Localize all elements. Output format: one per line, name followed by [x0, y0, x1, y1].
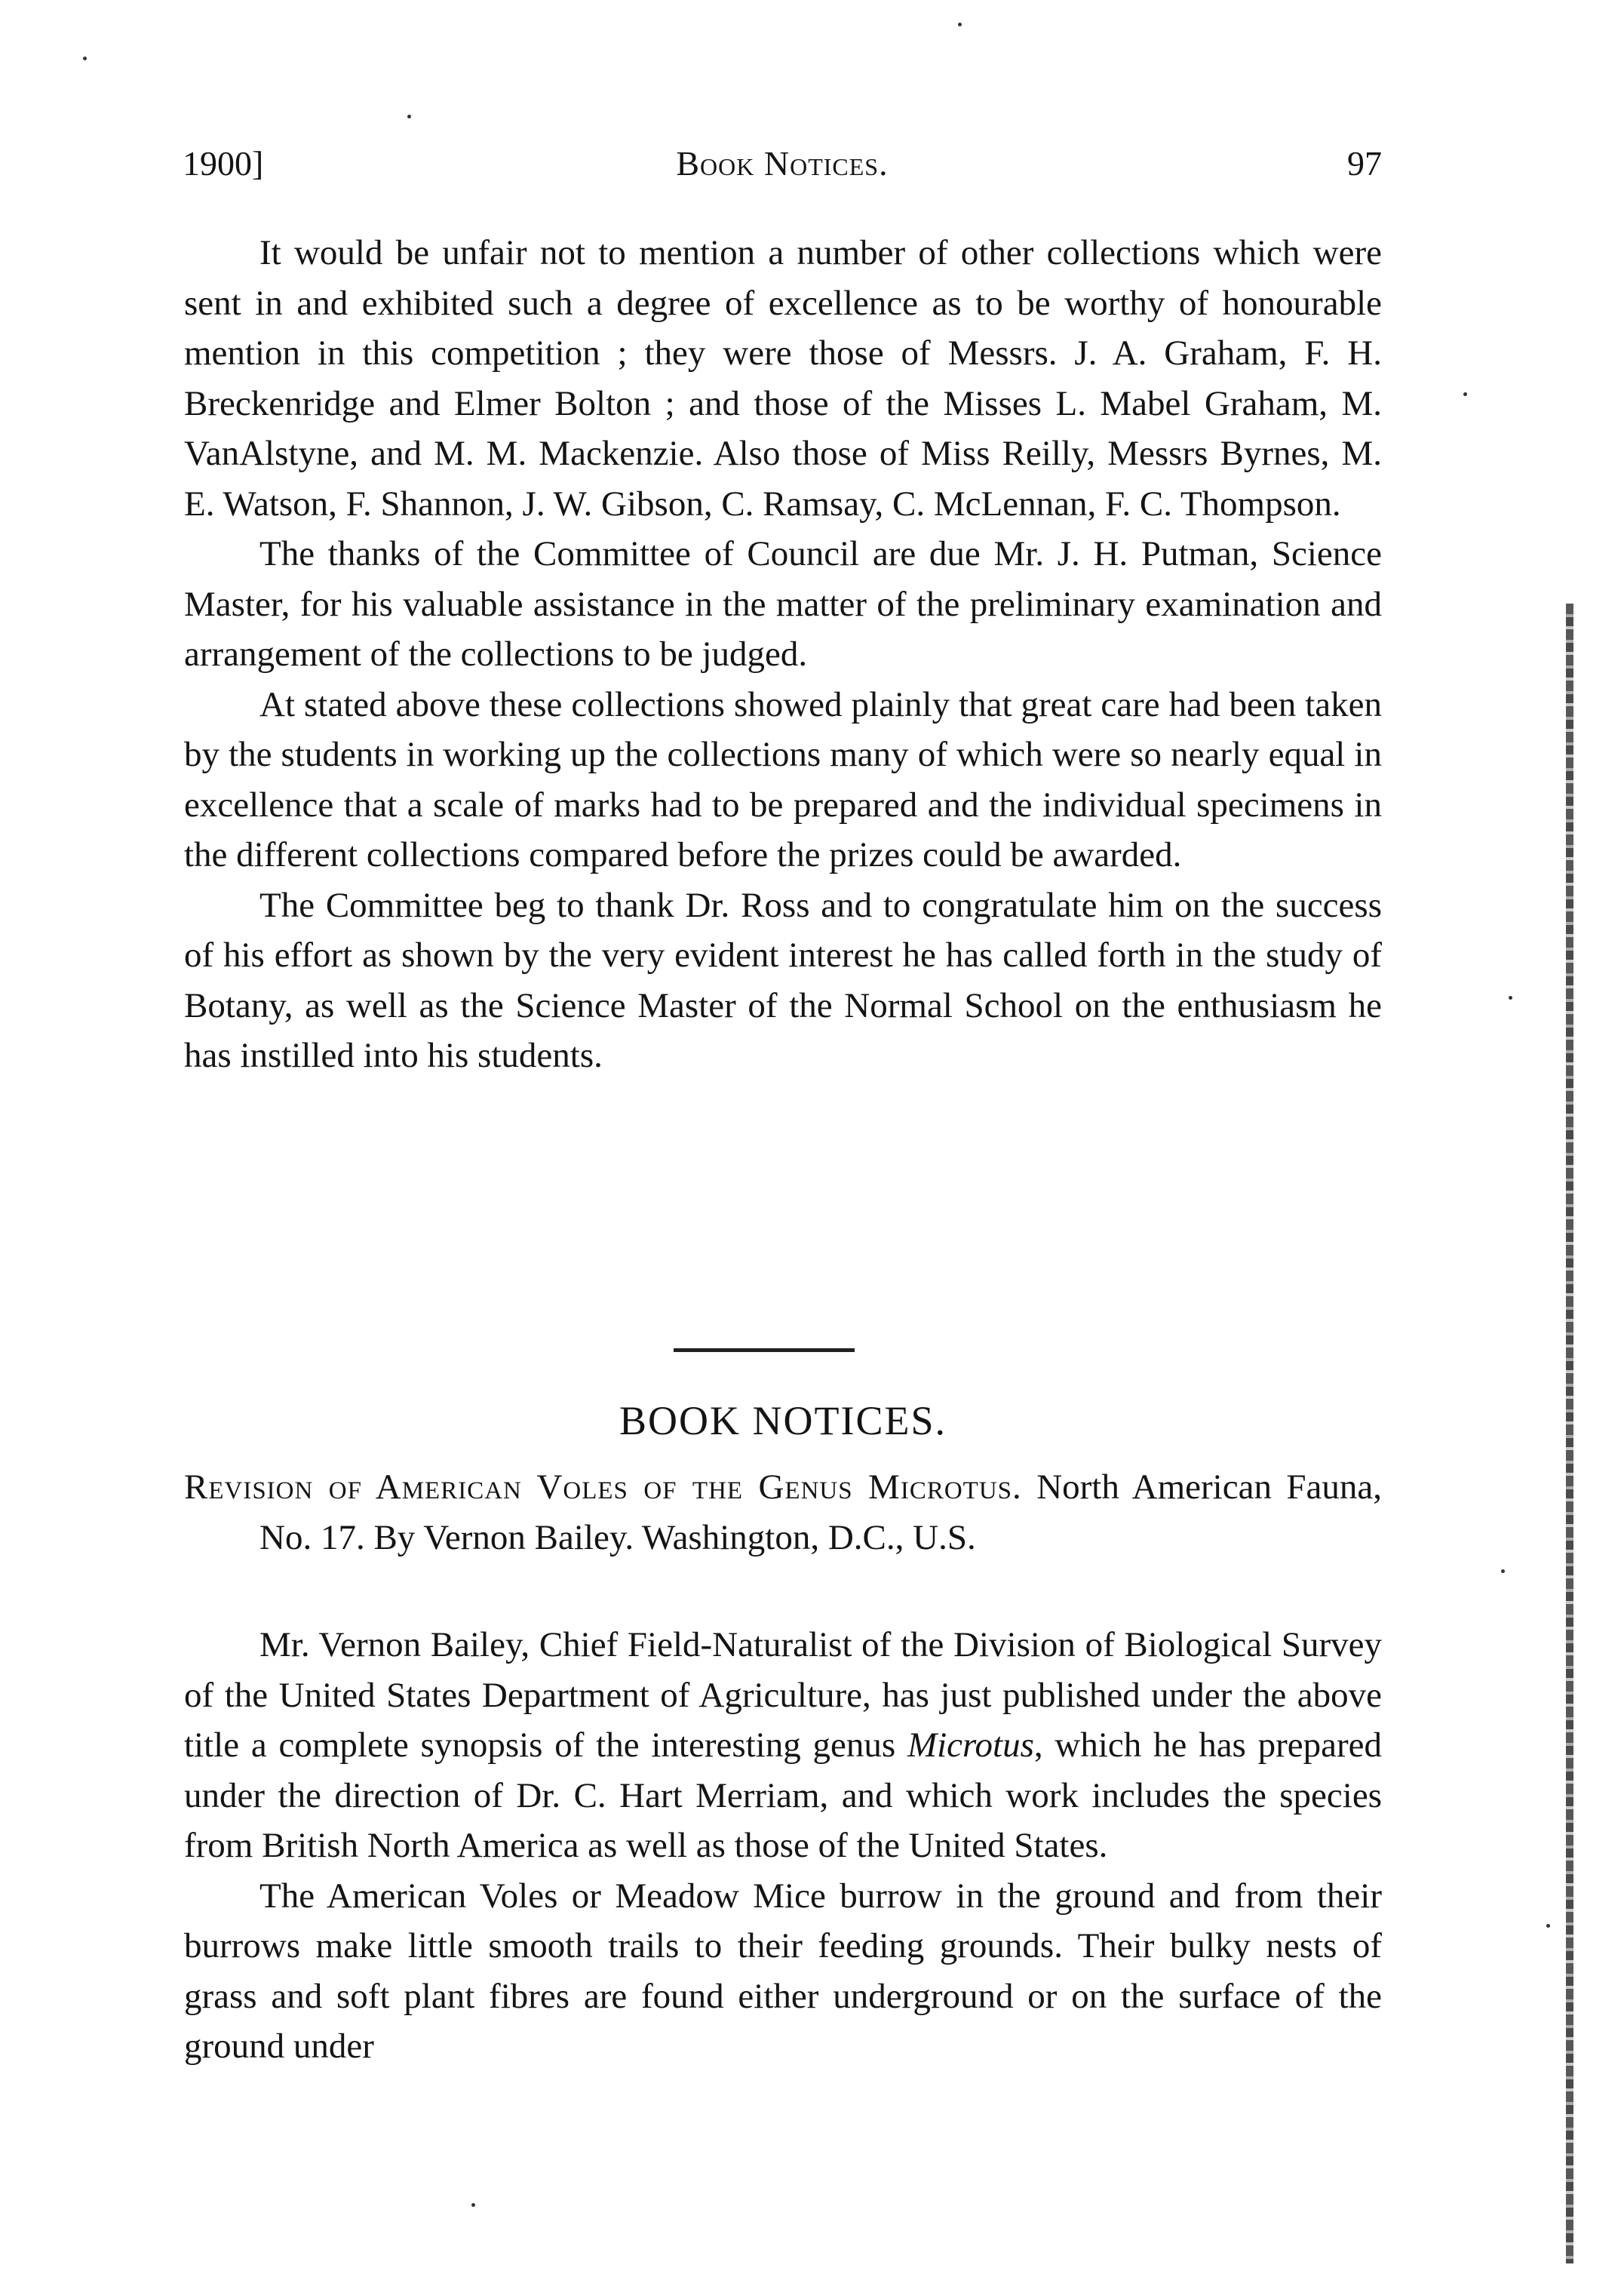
- scan-speck: [1546, 1924, 1550, 1928]
- binding-edge-artifact: [1566, 604, 1573, 2263]
- header-title: Book Notices.: [676, 144, 889, 183]
- scan-speck: [1501, 1569, 1505, 1573]
- scan-speck: [83, 57, 87, 60]
- paragraph: The thanks of the Committee of Council are due Mr. J. H. Putman, Science Master, for his valuable assistance in the matter of the preliminary examination and arrangement of the collections to be judged.: [184, 534, 1382, 674]
- book-review-text: [184, 1620, 1382, 2072]
- page-number: 97: [1347, 144, 1382, 183]
- paragraph: The American Voles or Meadow Mice burrow in the ground and from their burrows make little smooth trails to their feeding grounds. Their bulky nests of grass and soft plant fibres are found either underground or on the surface of the ground under: [184, 1876, 1382, 2066]
- running-header: [183, 143, 1382, 196]
- paragraph: At stated above these collections showed plainly that great care had been taken by the students in working up the collections many of which were so nearly equal in excellence that a scale of marks had to be prepared and the individual specimens in the different collections compared before the prizes could be awarded.: [184, 684, 1382, 874]
- scan-speck: [958, 23, 962, 26]
- review-text: Mr. Vernon Bailey, Chief Field-Naturalist of the Division of Biological Survey of the United States Department of Agriculture, has just published under the above title a complete synopsis of the interesting genus: [184, 1625, 1382, 1765]
- book-entry-citation: [184, 1462, 1382, 1563]
- book-entry-title: Revision of American Voles of the Genus Microtus.: [184, 1467, 1022, 1507]
- scan-speck: [407, 115, 411, 118]
- book-entry-details: North American Fauna, No. 17. By Vernon Bailey. Washington, D.C., U.S.: [259, 1467, 1382, 1557]
- header-year: 1900]: [183, 144, 264, 183]
- paragraph: It would be unfair not to mention a number of other collections which were sent in and exhibited such a degree of excellence as to be worthy of honourable mention in this competition ; they were those of Messrs. J. A. Graham, F. H. Breckenridge and Elmer Bolton ; and those of the Misses L. Mabel Graham, M. VanAlstyne, and M. M. Mackenzie. Also those of Miss Reilly, Messrs Byrnes, M. E. Watson, F. Shannon, J. W. Gibson, C. Ramsay, C. McLennan, F. C. Thompson.: [184, 233, 1382, 524]
- book-notices-heading: BOOK NOTICES.: [619, 1398, 947, 1443]
- committee-report-text: [184, 228, 1382, 1081]
- scan-speck: [1509, 996, 1512, 1000]
- genus-name: Microtus: [907, 1726, 1034, 1765]
- paragraph: [184, 1620, 1382, 1871]
- scan-speck: [1463, 392, 1467, 396]
- review-text: , which he has prepared under the direction of Dr. C. Hart Merriam, and which work includes the species from British North America as well as those of the United States.: [184, 1726, 1382, 1865]
- section-divider: [674, 1348, 855, 1352]
- scan-speck: [471, 2203, 475, 2207]
- paragraph: The Committee beg to thank Dr. Ross and to congratulate him on the success of his effort as shown by the very evident interest he has called forth in the study of Botany, as well as the Science Master of the Normal School on the enthusiasm he has instilled into his students.: [184, 885, 1382, 1075]
